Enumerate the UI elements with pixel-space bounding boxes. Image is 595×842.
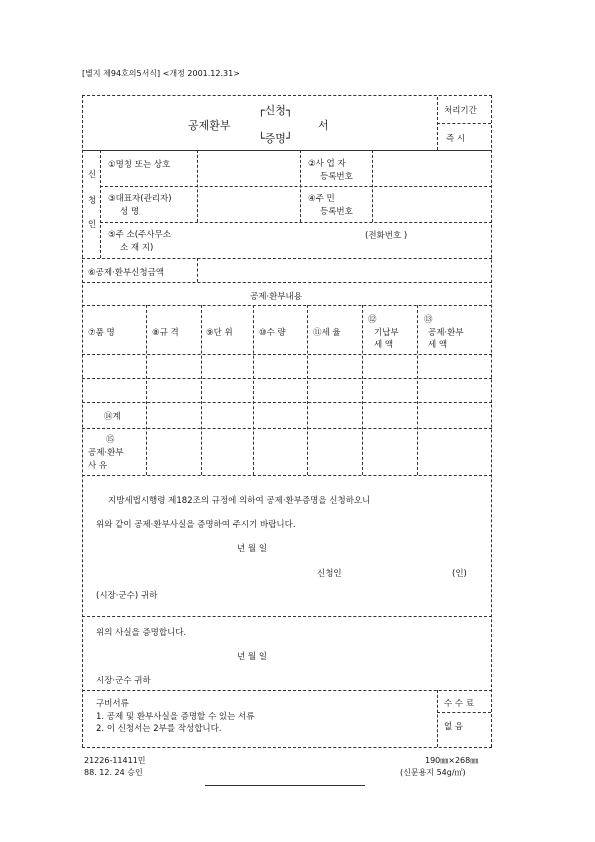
fee-divider bbox=[437, 690, 438, 747]
total-label: ⑭계 bbox=[104, 412, 121, 422]
footer-rule bbox=[205, 785, 365, 786]
row-rule-1 bbox=[82, 354, 492, 355]
applicant-side-1: 신 bbox=[88, 170, 97, 180]
applicant-side-2: 청 bbox=[88, 196, 97, 206]
processing-label: 처리기간 bbox=[444, 106, 477, 116]
declaration-addressee: (시장·군수) 귀하 bbox=[96, 591, 158, 601]
frame-top bbox=[82, 95, 492, 96]
reason-label-2: 사 유 bbox=[88, 461, 108, 471]
col-header-rate: ⑪세 율 bbox=[313, 328, 341, 338]
contents-title: 공제·환부내용 bbox=[250, 292, 302, 302]
footer-paper: (신문용지 54g/㎡) bbox=[400, 768, 466, 777]
contents-bottom-rule bbox=[82, 475, 492, 476]
col-header-refund-2: 세 액 bbox=[428, 340, 448, 350]
row-rule-2 bbox=[82, 378, 492, 379]
col-header-refund-1: 공제·환부 bbox=[428, 328, 464, 338]
documents-title: 구비서류 bbox=[96, 699, 129, 709]
declaration-bottom-rule bbox=[82, 616, 492, 617]
declaration-applicant: 신청인 bbox=[317, 569, 342, 579]
addr-label-2: 소 재 지) bbox=[120, 243, 154, 253]
title-apply: ┌신청┐ bbox=[258, 104, 293, 117]
documents-item-1: 1. 공제 및 환부사실을 증명할 수 있는 서류 bbox=[96, 712, 255, 722]
name-label: ①명칭 또는 상호 bbox=[108, 160, 171, 170]
certification-addressee: 시장·군수 귀하 bbox=[96, 676, 151, 686]
rep-label-1: ③대표자(관리자) bbox=[108, 194, 172, 204]
certification-line: 위의 사실을 증명합니다. bbox=[96, 628, 187, 638]
documents-item-2: 2. 이 신청서는 2부를 작성합니다. bbox=[96, 724, 222, 734]
certification-date: 년 월 일 bbox=[237, 652, 268, 662]
rep-label-2: 성 명 bbox=[120, 207, 140, 217]
col-header-paid-num: ⑫ bbox=[368, 315, 377, 325]
applicant-row-rule-2 bbox=[100, 222, 492, 223]
reason-num: ⑮ bbox=[106, 435, 115, 445]
footer-size: 190㎜×268㎜ bbox=[425, 756, 479, 765]
applicant-side-divider bbox=[100, 150, 101, 258]
bizno-label-2: 등록번호 bbox=[320, 172, 353, 182]
fee-value: 없 음 bbox=[444, 722, 464, 732]
col-header-paid-2: 세 액 bbox=[374, 340, 394, 350]
processing-value: 즉 시 bbox=[446, 134, 466, 144]
row-rule-4 bbox=[82, 428, 492, 429]
bizno-label-1: ②사 업 자 bbox=[308, 159, 346, 169]
title-certify: └증명┘ bbox=[258, 132, 293, 145]
col-divider-1 bbox=[146, 305, 147, 475]
footer-approval: 88. 12. 24 승인 bbox=[84, 768, 143, 777]
col-header-qty: ⑩수 량 bbox=[259, 328, 286, 338]
addr-label-1: ⑤주 소(주사무소 bbox=[108, 230, 171, 240]
col-divider-6 bbox=[417, 305, 418, 475]
resno-label-2: 등록번호 bbox=[320, 207, 353, 217]
applicant-bottom-rule bbox=[82, 258, 492, 259]
processing-rule bbox=[437, 123, 491, 124]
row-rule-3 bbox=[82, 402, 492, 403]
contents-title-rule bbox=[82, 305, 492, 306]
declaration-seal: (인) bbox=[452, 569, 467, 579]
applicant-row-rule-1 bbox=[100, 186, 492, 187]
form-reference: [별지 제94호의5서식] <개정 2001.12.31> bbox=[82, 69, 240, 78]
declaration-line-1: 지방세법시행령 제182조의 규정에 의하여 공제·환부증명을 신청하오니 bbox=[108, 496, 371, 506]
col-divider-4 bbox=[307, 305, 308, 475]
declaration-line-2: 위와 같이 공제·환부사실을 증명하여 주시기 바랍니다. bbox=[96, 520, 296, 530]
frame-bottom bbox=[82, 747, 492, 748]
col-header-spec: ⑧규 격 bbox=[152, 328, 179, 338]
declaration-date: 년 월 일 bbox=[237, 544, 268, 554]
certification-bottom-rule bbox=[82, 690, 492, 691]
col-header-paid-1: 기납부 bbox=[374, 328, 399, 338]
col-header-refund-num: ⑬ bbox=[424, 315, 433, 325]
col-header-item: ⑦품 명 bbox=[88, 328, 115, 338]
col-header-unit: ⑨단 위 bbox=[206, 328, 233, 338]
amount-divider bbox=[197, 258, 198, 282]
reason-label-1: 공제·환부 bbox=[88, 448, 124, 458]
fee-label: 수 수 료 bbox=[444, 699, 475, 709]
col-divider-5 bbox=[362, 305, 363, 475]
title-left: 공제환부 bbox=[188, 119, 231, 132]
amount-label: ⑥공제·환부신청금액 bbox=[88, 268, 165, 278]
footer-code: 21226-11411민 bbox=[84, 756, 146, 765]
applicant-side-3: 인 bbox=[88, 220, 97, 230]
fee-rule bbox=[437, 712, 491, 713]
amount-bottom-rule bbox=[82, 282, 492, 283]
frame-right bbox=[491, 95, 492, 747]
phone-label: (전화번호 ) bbox=[365, 231, 408, 241]
title-right: 서 bbox=[318, 119, 329, 132]
frame-left bbox=[82, 95, 83, 747]
resno-label-1: ④주 민 bbox=[308, 194, 335, 204]
col-divider-2 bbox=[201, 305, 202, 475]
title-bottom-rule bbox=[82, 150, 492, 151]
col-divider-3 bbox=[253, 305, 254, 475]
